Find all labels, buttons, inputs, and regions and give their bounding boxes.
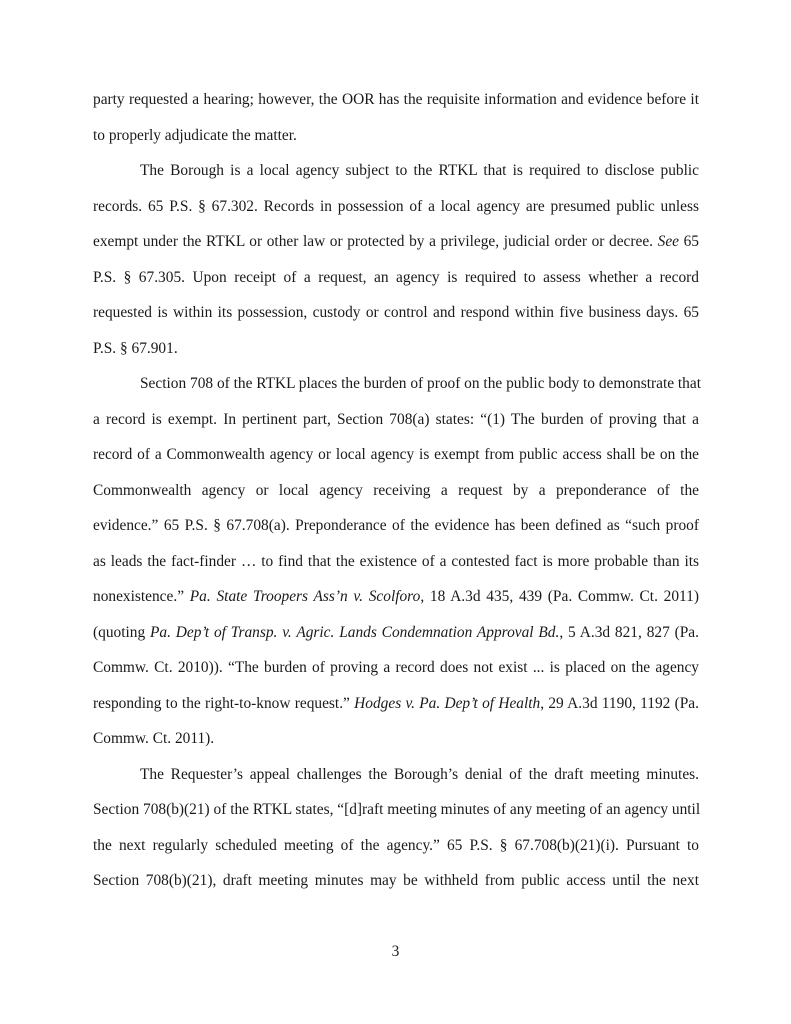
text-line: [93, 552, 699, 588]
text-segment: evidence.” 65 P.S. § 67.708(a). Preponderance of the evidence has been defined as “such proof: [93, 517, 699, 534]
body-text: [93, 90, 699, 907]
text-line: [93, 374, 699, 410]
text-segment: responding to the right-to-know request.”: [93, 694, 355, 712]
text-segment: The Borough is a local agency subject to the RTKL that is required to disclose public: [140, 162, 699, 179]
text-line: [93, 339, 699, 375]
text-line: [93, 694, 699, 730]
case-citation-italic: Pa. Dep’t of Transp. v. Agric. Lands Condemnation Approval Bd.: [150, 623, 560, 641]
text-segment: nonexistence.”: [93, 588, 190, 605]
text-segment: the next regularly scheduled meeting of the agency.” 65 P.S. § 67.708(b)(21)(i). Pursuant to: [93, 836, 699, 854]
text-segment: 65: [678, 233, 699, 250]
text-line: [93, 765, 699, 801]
text-line: [93, 836, 699, 872]
text-line: [93, 729, 699, 765]
text-line: [93, 90, 699, 126]
text-line: [93, 303, 699, 339]
text-segment: exempt under the RTKL or other law or protected by a privilege, judicial order or decree.: [93, 233, 658, 250]
text-line: [93, 623, 699, 659]
text-line: [93, 481, 699, 517]
text-segment: Section 708(b)(21), draft meeting minutes may be withheld from public access until the next: [93, 872, 699, 889]
case-citation-italic: Pa. State Troopers Ass’n v. Scolforo: [189, 588, 421, 605]
text-segment: party requested a hearing; however, the OOR has the requisite information and evidence before it: [93, 91, 699, 108]
text-segment: record of a Commonwealth agency or local agency is exempt from public access shall be on the: [93, 446, 699, 463]
text-line: [93, 587, 699, 623]
text-segment: requested is within its possession, custody or control and respond within five business days. 65: [93, 304, 699, 321]
text-segment: , 18 A.3d 435, 439 (Pa. Commw. Ct. 2011): [420, 588, 700, 605]
text-segment: , 29 A.3d 1190, 1192 (Pa.: [540, 694, 699, 712]
text-line: [93, 232, 699, 268]
case-citation-italic: See: [657, 233, 679, 250]
text-line: [93, 871, 699, 907]
text-line: [93, 268, 699, 304]
text-segment: The Requester’s appeal challenges the Borough’s denial of the draft meeting minutes.: [140, 765, 699, 783]
text-segment: to properly adjudicate the matter.: [93, 126, 297, 144]
text-segment: Commw. Ct. 2010)). “The burden of proving a record does not exist ... is placed on the agency: [93, 659, 699, 676]
text-segment: Section 708(b)(21) of the RTKL states, “[d]raft meeting minutes of any meeting of an agency until: [93, 801, 701, 818]
text-line: [93, 800, 699, 836]
text-segment: as leads the fact-finder … to find that the existence of a contested fact is more probable than its: [93, 552, 699, 570]
text-line: [93, 161, 699, 197]
text-line: [93, 658, 699, 694]
case-citation-italic: Hodges v. Pa. Dep’t of Health: [354, 694, 541, 712]
text-segment: Commonwealth agency or local agency receiving a request by a preponderance of the: [93, 481, 699, 499]
text-line: [93, 445, 699, 481]
text-segment: , 5 A.3d 821, 827 (Pa.: [559, 623, 699, 641]
text-segment: a record is exempt. In pertinent part, Section 708(a) states: “(1) The burden of proving that a: [93, 410, 699, 428]
text-segment: P.S. § 67.305. Upon receipt of a request, an agency is required to assess whether a record: [93, 268, 699, 286]
text-segment: Section 708 of the RTKL places the burden of proof on the public body to demonstrate that: [140, 375, 701, 392]
text-segment: (quoting: [93, 623, 150, 641]
text-line: [93, 516, 699, 552]
text-line: [93, 197, 699, 233]
text-segment: Commw. Ct. 2011).: [93, 730, 215, 747]
page-number: 3: [391, 943, 400, 960]
text-line: [93, 410, 699, 446]
text-segment: P.S. § 67.901.: [93, 339, 178, 357]
text-segment: records. 65 P.S. § 67.302. Records in possession of a local agency are presumed public unless: [93, 197, 699, 215]
text-line: [93, 126, 699, 162]
